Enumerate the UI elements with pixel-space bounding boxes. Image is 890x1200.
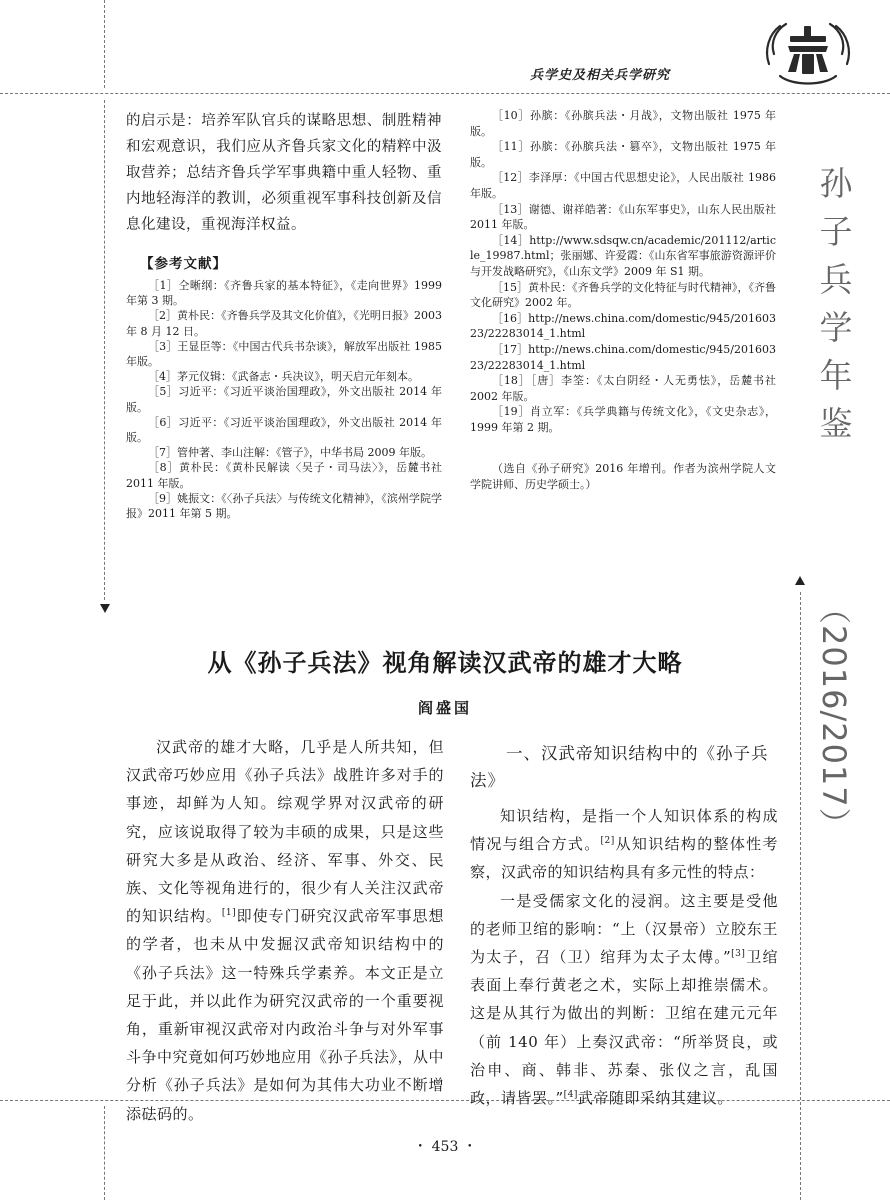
reference-item: ［8］黄朴民：《黄朴民解读〈吴子・司马法〉》，岳麓书社 2011 年版。 [126,461,442,490]
yearbook-logo-icon [760,14,856,92]
article-author: 阎盛国 [417,699,472,717]
reference-item: ［2］黄朴民：《齐鲁兵学及其文化价值》，《光明日报》2003 年 8 月 12 日。 [126,309,442,338]
article-body-right-column [470,740,778,1112]
prev-article-conclusion: 的启示是：培养军队官兵的谋略思想、制胜精神和宏观意识，我们应从齐鲁兵家文化的精粹中汲取营养；总结齐鲁兵学军事典籍中重人轻物、重内地轻海洋的教训，必须重视军事科技创新及信息化建设，重视海洋权益。 [126,113,442,233]
reference-item: ［5］习近平：《习近平谈治国理政》，外文出版社 2014 年版。 [126,385,442,414]
yearbook-title-char: 年 [819,356,853,395]
reference-item: ［11］孙膑：《孙膑兵法・篡卒》，文物出版社 1975 年版。 [470,140,776,169]
yearbook-year: （2016/2017） [815,592,853,841]
reference-item: ［17］http://news.china.com/domestic/945/20160323/22283014_1.html [470,342,776,372]
p1-text-a: 知识结构，是指一个人知识体系的构成情况与组合方式。 [470,807,778,854]
footnote-marker: [1] [221,908,237,919]
p2-text-a: 一是受儒家文化的浸润。这主要是受他的老师卫绾的影响：“上（汉景帝）立胶东王为太子，召（卫）绾拜为太子太傅。” [470,891,778,967]
references-heading: 【参考文献】 [140,256,227,272]
left-arrow-down-icon [100,604,110,613]
source-note: （选自《孙子研究》2016 年增刊。作者为滨州学院人文学院讲师、历史学硕士。） [470,462,776,492]
yearbook-title-char: 鉴 [819,404,853,443]
reference-item: ［1］仝晰纲：《齐鲁兵家的基本特征》，《走向世界》1999 年第 3 期。 [126,279,442,308]
reference-item: ［16］http://news.china.com/domestic/945/20160323/22283014_1.html [470,311,776,341]
article-title: 从《孙子兵法》视角解读汉武帝的雄才大略 [207,648,683,677]
intro-text-b: 即使专门研究汉武帝军事思想的学者，也未从中发掘汉武帝知识结构中的《孙子兵法》这一特殊兵学素养。本文正是立足于此，并以此作为研究汉武帝的一个重要视角，重新审视汉武帝对内政治斗争与对外军事斗争中究竟如何巧妙地应用《孙子兵法》，从中分析《孙子兵法》是如何为其伟大功业不断增添砝码的。 [126,907,445,1123]
reference-item: ［18］［唐］李筌：《太白阴经・人无勇怯》，岳麓书社 2002 年版。 [470,374,776,403]
running-header: 兵学史及相关兵学研究 [530,68,671,83]
body-paragraph [470,802,778,887]
reference-item: ［10］孙膑：《孙膑兵法・月战》，文物出版社 1975 年版。 [470,109,776,138]
reference-item: ［15］黄朴民：《齐鲁兵学的文化特征与时代精神》，《齐鲁文化研究》2002 年。 [470,280,776,310]
left-dash-rule-top [104,0,105,88]
right-arrow-up-icon [795,576,805,585]
p2-text-b: 卫绾表面上奉行黄老之术，实际上却推崇儒术。这是从其行为做出的判断：卫绾在建元元年（前 140 年）上奏汉武帝：“所举贤良，或治申、商、韩非、苏秦、张仪之言，乱国政，请皆罢。” [470,948,778,1108]
reference-item: ［14］http://www.sdsqw.cn/academic/201112/article_19987.html；张丽娜、许爱霞：《山东省军事旅游资源评价与开发战略研究》，《山东文学》2009 年 S1 期。 [470,233,776,278]
reference-item: ［9］姚振文：《〈孙子兵法〉与传统文化精神》，《滨州学院学报》2011 年第 5 期。 [126,491,442,521]
prev-article-right-column [470,108,776,493]
intro-paragraph [126,733,444,1128]
reference-item: ［7］管仲著、李山注解：《管子》，中华书局 2009 年版。 [148,446,432,460]
p1-text-b: 从知识结构的整体性考察，汉武帝的知识结构具有多元性的特点： [470,835,778,882]
section-heading: 一、汉武帝知识结构中的《孙子兵法》 [470,744,769,790]
yearbook-title-char: 孙 [819,164,853,203]
intro-text-a: 汉武帝的雄才大略，几乎是人所共知，但汉武帝巧妙应用《孙子兵法》战胜许多对手的事迹，却鲜为人知。综观学界对汉武帝的研究，应该说取得了较为丰硕的成果，只是这些研究大多是从政治、经济、军事、外交、民族、文化等视角进行的，很少有人关注汉武帝的知识结构。 [126,738,444,926]
body-paragraph [470,887,778,1113]
reference-item: ［12］李泽厚：《中国古代思想史论》，人民出版社 1986 年版。 [470,171,776,200]
reference-item: ［3］王显臣等：《中国古代兵书杂谈》，解放军出版社 1985 年版。 [126,339,442,369]
left-dash-rule-mid [104,100,105,600]
yearbook-title-char: 兵 [819,260,853,299]
top-dash-rule [0,93,890,94]
right-dash-rule [800,592,801,1200]
reference-item: ［6］习近平：《习近平谈治国理政》，外文出版社 2014 年版。 [126,415,442,445]
reference-item: ［4］茅元仪辑：《武备志・兵决议》，明天启元年刻本。 [148,370,419,384]
yearbook-title-char: 子 [819,212,853,251]
footnote-marker: [4] [563,1090,578,1101]
article-body-left-column [126,733,444,1128]
page-number: ・ 453 ・ [413,1139,477,1155]
reference-item: ［13］谢德、谢祥皓著：《山东军事史》，山东人民出版社 2011 年版。 [470,202,776,232]
p2-text-c: 武帝随即采纳其建议。 [577,1089,733,1108]
footnote-marker: [3] [731,949,746,960]
footnote-marker: [2] [600,836,615,847]
yearbook-vertical-title [814,160,858,841]
yearbook-title-char: 学 [819,308,853,347]
prev-article-left-column [126,108,442,521]
reference-item: ［19］肖立军：《兵学典籍与传统文化》，《文史杂志》，1999 年第 2 期。 [470,405,776,434]
